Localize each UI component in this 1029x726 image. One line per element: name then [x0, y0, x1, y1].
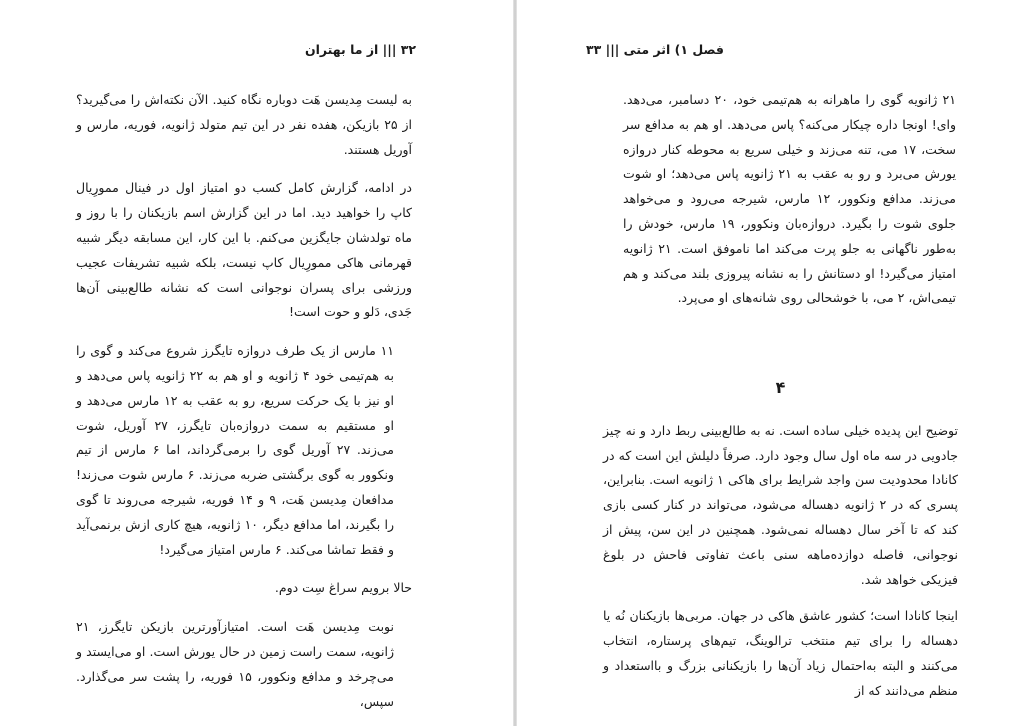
right-paragraph-1: توضیح این پدیده خیلی ساده است. نه به طالع‌بینی ربط دارد و نه چیز جادویی در سه ماه اول سال وجود دارد. صرفاً دلیلش این است که در کانادا محدودیت سن واجد شرایط برای هاکی ۱ ژانویه است. بنابراین، پسری که در ۲ ژانویه دهساله می‌شود، می‌تواند در کنار کسی بازی کند که تا آخر سال دهساله نمی‌شود. همچنین در این سن، پیش از نوجوانی، فاصله دوازده‌ماهه سنی باعث تفاوتی فاحش در بلوغ فیزیکی خواهد شد. — [603, 422, 958, 587]
left-page-body — [76, 88, 412, 714]
right-paragraph-top: ۲۱ ژانویه گوی را ماهرانه به هم‌تیمی خود، ۲۰ دسامبر، می‌دهد. وای! اونجا داره چیکار می‌کنه؟ پاس می‌دهد. او هم به مدافع سر سخت، ۱۷ می، تنه می‌زند و خیلی سریع به محوطه کنار دروازه یورش می‌برد و رو به عقب به ۲۱ ژانویه پاس می‌دهد؛ او شوت می‌زند. مدافع ونکوور، ۱۲ مارس، شیرجه می‌رود و می‌خواهد جلوی شوت را بگیرد. دروازه‌بان ونکوور، ۱۹ مارس، خودش را به‌طور ناگهانی به جلو پرت می‌کند اما ناموفق است. ۲۱ ژانویه امتیاز می‌گیرد! او دستانش را به نشانه پیروزی بلند می‌کند و هم تیمی‌اش، ۲ می، با خوشحالی روی شانه‌های او می‌پرد. — [623, 92, 956, 306]
right-page — [517, 0, 1029, 726]
left-paragraph-4: حالا برویم سراغ سِت دوم. — [274, 580, 412, 596]
right-page-header: فصل ۱) اثر متی ||| ۳۳ — [586, 42, 724, 57]
section-number: ۴ — [775, 378, 786, 397]
right-page-section — [603, 376, 958, 704]
left-page-header: ۳۲ ||| از ما بهتران — [304, 42, 416, 57]
left-paragraph-1: به لیست مِدیسن هَت دوباره نگاه کنید. الآن نکته‌اش را می‌گیرید؟ از ۲۵ بازیکن، هفده نفر در این تیم متولد ژانویه، فوریه، مارس و آوریل هستند. — [76, 92, 412, 157]
right-paragraph-2: اینجا کانادا است؛ کشور عاشق هاکی در جهان. مربی‌ها بازیکنان نُه یا دهساله را برای تیم منتخب ترالوینگ، تیم‌های پرستاره، انتخاب می‌کنند و البته به‌احتمال زیاد آن‌ها را بازیکنانی بزرگ و بااستعداد و منظم می‌دانند که از — [603, 608, 958, 698]
left-paragraph-3: ۱۱ مارس از یک طرف دروازه تایگرز شروع می‌کند و گوی را به هم‌تیمی خود ۴ ژانویه و او هم به ۲۲ ژانویه پاس می‌دهد و او نیز با یک حرکت سریع، رو به عقب به ۱۲ مارس می‌دهد و او مستقیم به سمت دروازه‌بان تایگرز، ۲۷ آوریل، شوت می‌زند. ۲۷ آوریل گوی را برمی‌گرداند، اما ۶ مارس از تیم ونکوور به گوی برگشتی ضربه می‌زند. ۶ مارس شوت می‌زند! مدافعان مِدیسن هَت، ۹ و ۱۴ فوریه، شیرجه می‌روند تا گوی را بگیرند، اما مدافع دیگر، ۱۰ ژانویه، هیچ کاری ازش برنمی‌آید و فقط تماشا می‌کند. ۶ مارس امتیاز می‌گیرد! — [76, 343, 395, 557]
left-paragraph-2: در ادامه، گزارش کامل کسب دو امتیاز اول در فینال ممورِیال کاپ را خواهید دید. اما در این گزارش اسم بازیکنان را با روز و ماه تولدشان جایگزین می‌کنم. با این کار، این مسابقه دیگر شبیه قهرمانی هاکی ممورِیال کاپ نیست، بلکه شبیه تشریفات عجیب ورزشی برای پسران نوجوانی است که نشانه طالع‌بینی آن‌ها جَدی، دَلو و حوت است! — [76, 180, 412, 320]
left-page — [0, 0, 514, 726]
left-paragraph-5: نوبت مِدیسن هَت است. امتیازآورترین بازیکن تایگرز، ۲۱ ژانویه، سمت راست زمین در حال یورش است. او می‌ایستد و می‌چرخد و مدافع ونکوور، ۱۵ فوریه، را پشت سر می‌گذارد. سپس، — [76, 619, 394, 709]
right-page-top-block — [623, 88, 956, 311]
